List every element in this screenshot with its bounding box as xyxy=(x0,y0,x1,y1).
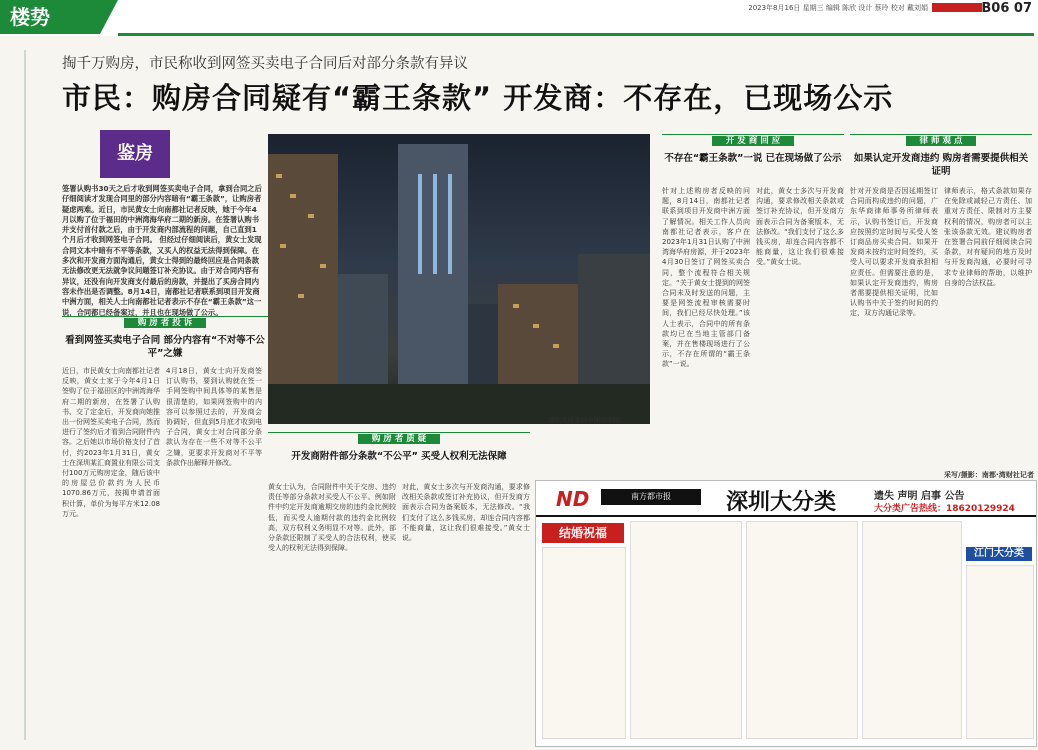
section-tag: 楼势 xyxy=(0,0,100,34)
masthead-badge xyxy=(932,3,982,12)
ad-phone: 大分类广告热线：18620129924 xyxy=(874,504,1015,514)
column-7: 对此，黄女士多次与开发商沟通，要求修改相关条款或签订补充协议，但开发商方面表示合同为备案版本，无法修改。“我们支付了这么多钱买房，却连合同内容都不能商量，这让我们很难接受。”黄女士说。 xyxy=(402,483,530,543)
ad-notice: 遗失 声明 启事 公告 xyxy=(874,491,965,502)
ad-cell xyxy=(966,565,1034,739)
classified-ad xyxy=(535,480,1037,747)
wedding-label: 结婚祝福 xyxy=(542,523,624,543)
ad-cell xyxy=(746,521,858,739)
left-margin-rule xyxy=(24,50,26,740)
column-4: 针对开发商是否因延期签订合同而构成违约的问题，广东华商律师事务所律师表示，认购书签订后，开发商应按照约定时间与买受人签订商品房买卖合同。如果开发商未按约定时间签约，买受人可以要求开发商承担相应责任。但需要注意的是，如果认定开发商违约，购房者需要提供相关证明，比如认购书中关于签约时间的约定、双方沟通记录等。 xyxy=(850,187,938,318)
ad-cell xyxy=(862,521,962,739)
intro-text xyxy=(62,184,262,317)
column-logo: 鉴房 xyxy=(100,130,170,178)
nd-logo-icon: ND xyxy=(556,487,590,511)
building-illustration xyxy=(268,134,650,424)
page-number: B06 07 xyxy=(981,1,1032,16)
intro-part-2: 但经过仔细阅读后，黄女士发现合同文本中暗有不平等条款，又买人的权益无法得到保障。在多次和开发商方面沟通后，黄女士得到的最终回应是合同条款无法修改更无法就争议问题签订补充协议。由于对合同内容有异议，还没有向开发商支付最后的房款，并提出了买房合同内容未作出是否调整。8月14日，南都社记者联系到项目开发商中洲方面，相关人士向南都社记者表示不存在“霸王条款”这一说，合同都已经备案过，并且也在现场做了公示。 xyxy=(62,235,262,317)
heading-lawyer: 如果认定开发商违约 购房者需要提供相关证明 xyxy=(853,153,1029,177)
ad-cell xyxy=(542,547,626,739)
section-banner-lawyer: 律 师 观 点 xyxy=(850,134,1032,148)
date-line: 2023年8月16日 星期三 编辑 陈欣 设计 蔡玲 校对 戴刘娟 xyxy=(748,4,928,12)
heading-reveal: 开发商附件部分条款“不公平” 买受人权利无法保障 xyxy=(291,451,507,462)
jiangmen-label: 江门大分类 xyxy=(966,547,1032,561)
column-1: 近日，市民黄女士向南都社记者反映，黄女士家于今年4月1日签购了位于福田区的中洲湾海华府二期的新房，在签署了认购书、交了定金后，开发商向她推出一份网签买卖电子合同，然而进行了签约后才看到合同附件内容。之后她以市场价格支付了首付，约2023年1月31日，黄女士在深圳某汇商置业有限公司支付100万元购房定金，随后该中的房屋总价款约为人民币1070.86万元，按揭申请首面积计算，单价为每平方米12.08万元。 xyxy=(62,367,160,518)
section-banner-buyer: 购 房 者 投 诉 xyxy=(62,316,268,330)
ad-cell xyxy=(630,521,742,739)
section-banner-reveal: 购 房 者 质 疑 xyxy=(268,432,530,446)
byline: 采写/摄影：南都·湾财社记者 xyxy=(944,471,1034,479)
header-rule xyxy=(118,33,1034,36)
column-3b: 对此，黄女士多次与开发商沟通，要求修改相关条款或签订补充协议，但开发商方面表示合同为备案版本，无法修改。“我们支付了这么多钱买房，却连合同内容都不能商量，这让我们很难接受。”黄女士说。 xyxy=(756,187,844,267)
headline: 市民：购房合同疑有“霸王条款” 开发商：不存在，已现场公示 xyxy=(62,81,894,115)
heading-developer: 不存在“霸王条款”一说 已在现场做了公示 xyxy=(664,153,842,164)
project-photo xyxy=(268,134,650,424)
column-3: 针对上述购房者反映的问题，8月14日，南都社记者联系到项目开发商中洲方面了解情况。相关工作人员向南都社记者表示，客户在2023年1月31日认购了中洲湾海华府房源，并于2023年4月30日签订了网签买卖合同，整个流程符合相关规定。“关于黄女士提到的网签合同未及时发送的问题，主要是网签流程审核需要时间，我们已经尽快处理。”该人士表示，合同中的所有条款均已在当地主管部门备案，并在售楼现场进行了公示，不存在所谓的“霸王条款”一说。 xyxy=(662,187,750,369)
column-5: 律师表示，格式条款如果存在免除或减轻己方责任、加重对方责任、限制对方主要权利的情况，购房者可以主张该条款无效。建议购房者在签署合同前仔细阅读合同条款，对有疑问的地方及时与开发商沟通，必要时可寻求专业律师的帮助，以维护自身的合法权益。 xyxy=(944,187,1032,287)
ad-title: 深圳大分类 xyxy=(726,490,837,515)
column-2: 4月18日，黄女士向开发商签订认购书，要到认购就在签一手网签购中间具体等的某售是很清楚的，如果网签购中的内容可以参照过去的，开发商会协调好，但直到5月底才收到电子合同，黄女士对合同部分条款认为存在一些不对等不公平之嫌，更要求开发商对不平等条款作出解释并修改。 xyxy=(166,367,262,467)
photo-caption: 深圳大道旁的中洲湾项目。 xyxy=(548,416,626,424)
ad-paper-name: 南方都市报 xyxy=(601,489,701,505)
intro-part-1: 签署认购书30天之后才收到网签买卖电子合同，拿到合同之后仔细阅读才发现合同里的部分内容暗有“霸王条款”，让购房者疑虑两难。近日，市民黄女士向南都社记者反映，她于今年4月以购了位于福田的中洲湾海华府二期的新房。在签署认购书并支付首付款之后，由于开发商内部流程的问题，自己直到1个月后才收到网签电子合同。 xyxy=(62,184,262,245)
column-6: 黄女士认为，合同附件中关于交房、违约责任等部分条款对买受人不公平。例如附件中约定开发商逾期交房的违约金比例较低，而买受人逾期付款的违约金比例较高，双方权利义务明显不对等。此外，部分条款还限制了买受人的合法权利，使买受人的权利无法得到保障。 xyxy=(268,483,396,553)
section-banner-developer: 开 发 商 回 应 xyxy=(662,134,844,148)
subheadline: 掏千万购房，市民称收到网签买卖电子合同后对部分条款有异议 xyxy=(62,56,468,72)
heading-buyer: 看到网签买卖电子合同 部分内容有“不对等不公平”之嫌 xyxy=(65,335,265,359)
